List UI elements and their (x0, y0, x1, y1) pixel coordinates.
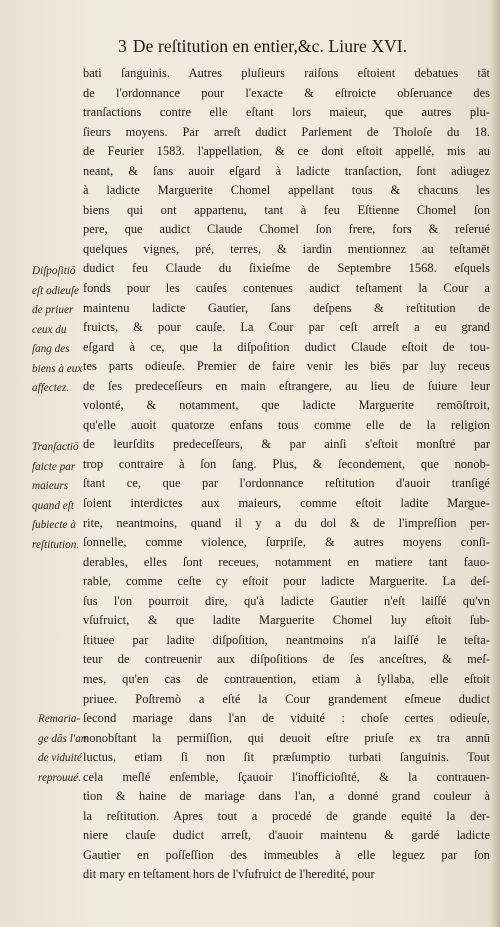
text-line: quelques vignes, pré, terres, & iardin mentionnez au teſtamēt (83, 241, 490, 256)
margin-note-line: biens à eux (32, 362, 83, 375)
text-line: fonds pour les cauſes contenues audict teſtament la Cour a (83, 281, 490, 296)
margin-note-line: de viduité (38, 752, 82, 765)
text-line: de Feurier 1583. l'appellation, & ce dont eſtoit appellé, mis au (83, 144, 490, 159)
text-line: de ſes predeceſſeurs en main eſtrangere, au lieu de ſuiure leur (83, 378, 490, 393)
text-line: dit mary en teſtament hors de l'vſufruict de l'heredité, pour (83, 867, 375, 882)
running-title: De reſtitution en entier,&c. Liure XVI. (132, 36, 408, 56)
margin-note-line: affectez. (32, 382, 69, 395)
text-line: fruicts, & pour cauſe. La Cour par ceſt arreſt a eu grand (83, 320, 490, 335)
text-line: ſtituee par ladite diſpoſition, neantmoins n'a laiſſé le teſta- (83, 632, 490, 647)
text-line: tion & haine de mariage dans l'an, a donné grand couleur à (83, 789, 490, 804)
text-line: la reſtitution. Apres tout a procedé de grande equité la der- (83, 808, 490, 823)
text-line: de l'ordonnance pour l'exacte & eſtroicte obſeruance des (83, 85, 490, 100)
text-line: teur de contreuenir aux diſpoſitions de ſes anceſtres, & meſ- (83, 652, 490, 667)
text-line: cela meſlé enſemble, ſçauoir l'inofficioſité, & la contrauen- (83, 769, 490, 784)
text-line: nonobſtant la permiſſion, qui deuoit eſtre priuſe ex tra annū (83, 730, 490, 745)
text-line: tranſactions contre elle eſtant lors maieur, que autres plu- (83, 105, 490, 120)
margin-note-line: reſtitution. (32, 538, 80, 551)
text-line: ſieurs moyens. Par arreſt dudict Parlement de Tholoſe du 18. (83, 124, 490, 139)
text-line: rite, neantmoins, quand il y a du dol & de l'impreſſion per- (83, 515, 490, 530)
margin-note-line: de priuer (32, 304, 74, 317)
margin-note-line: ceux du (32, 323, 67, 336)
running-header (118, 36, 490, 62)
text-line: à ladicte Marguerite Chomel appellant tous & chacuns les (83, 183, 490, 198)
main-text-block (83, 64, 490, 885)
text-line: luctus, etiam ſi non ſit præſumptio turbati ſanguinis. Tout (83, 750, 490, 765)
text-line: priuee. Poſtremò a eſté la Cour grandement eſmeue dudict (83, 691, 490, 706)
text-line: vſufruict, & que ladite Marguerite Chomel luy eſtoit ſub- (83, 613, 490, 628)
text-line: maintenu ladicte Gautier, ſans deſpens & reſtitution de (83, 300, 490, 315)
text-line: trop contraire à ſon ſang. Plus, & ſecondement, que nonob- (83, 456, 490, 471)
text-line: ſecond mariage dans l'an de viduité : choſe certes odieuſe, (83, 711, 490, 726)
text-line: tes parts odieuſe. Premier de faire venir les biēs par luy receus (83, 359, 490, 374)
text-line: de leurſdits predeceſſeurs, & par ainſi s'eſtoit monſtré par (83, 437, 490, 452)
margin-note-line: ge dās l'an (38, 732, 87, 745)
text-line: ſus l'on pourroit dire, qu'à ladicte Gautier n'eſt laiſſé qu'vn (83, 593, 490, 608)
margin-note-line: maieurs (32, 480, 69, 493)
margin-note-line: faicte par (32, 460, 76, 473)
margin-note-line: ſubiecte à (32, 519, 76, 532)
text-line: bati ſanguinis. Autres pluſieurs raiſons eſtoient debatues tāt (83, 66, 490, 80)
margin-note-line: Tranſactiō (32, 441, 79, 453)
text-line: ſoient interdictes aux maieurs, comme eſtoit ladite Margue- (83, 496, 490, 511)
margin-note-line: eſt odieuſe (32, 284, 79, 297)
text-line: derables, elles ſont receues, notamment en matiere tant fauo- (83, 554, 490, 569)
page-number: 3 (118, 36, 127, 56)
margin-note-line: Diſpoſitiō (32, 265, 76, 277)
margin-note-disposition (32, 262, 114, 399)
margin-note-line: reprouué. (38, 771, 81, 784)
text-line: eſgard à ce, que la diſpoſition dudict Claude eſtoit de tou- (83, 339, 490, 354)
margin-note-line: Remaria- (38, 713, 81, 725)
margin-note-transaction (32, 438, 114, 555)
text-line: pere, que audict Claude Chomel ſon frere, fors & reſerué (83, 222, 490, 237)
text-line: qu'elle auoit quatorze enfans tous comme elle de la religion (83, 417, 490, 432)
text-line: rable, comme ceſte cy eſtoit pour ladicte Marguerite. La deſ- (83, 574, 490, 589)
margin-note-line: quand eſt (32, 499, 74, 512)
text-line: volonté, & notamment, que ladicte Marguerite remōſtroit, (83, 398, 490, 413)
text-line: ſonnelle, comme violence, ſurpriſe, & autres moyens conſi- (83, 535, 490, 550)
margin-note-remariage (38, 710, 120, 788)
text-line: biens qui ont appartenu, tant à feu Eſtienne Chomel ſon (83, 202, 490, 217)
text-line: ſtant ce, que par l'ordonnance reſtitution d'auoir tranſigé (83, 476, 490, 491)
text-line: Gautier en poſſeſſion des immeubles à elle leguez par ſon (83, 847, 490, 862)
margin-note-line: ſang des (32, 343, 70, 356)
text-line: dudict feu Claude du ſixieſme de Septembre 1568. eſquels (83, 261, 490, 276)
text-line: mes, qu'en cas de contrauention, etiam à ſyllaba, elle eſtoit (83, 671, 490, 686)
text-line: niere clauſe dudict arreſt, d'auoir maintenu & gardé ladicte (83, 828, 490, 843)
text-line: neant, & ſans auoir eſgard à ladicte tranſaction, ſont adiugez (83, 163, 490, 178)
